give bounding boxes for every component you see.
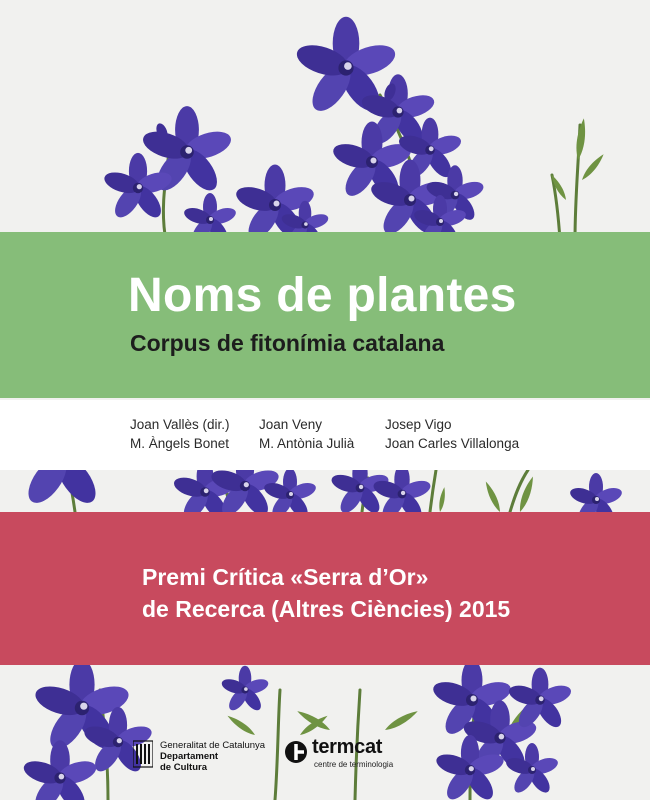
generalitat-line-3: de Cultura [160,762,207,773]
book-subtitle: Corpus de fitonímia catalana [130,330,445,356]
author-name: M. Àngels Bonet [130,436,230,451]
generalitat-line-1: Generalitat de Catalunya [160,740,266,751]
authors-column-1 [130,415,230,453]
termcat-c-icon [284,740,308,764]
award-text [142,561,510,625]
author-name: Joan Vallès (dir.) [130,417,230,432]
authors-column-2 [259,415,354,453]
award-line-1: Premi Crítica «Serra d’Or» [142,564,429,590]
author-name: Joan Carles Villalonga [385,436,520,451]
generalitat-line-2: Departament [160,751,219,762]
authors-column-3 [385,415,519,453]
generalitat-text [160,740,265,773]
generalitat-emblem-icon [133,739,153,769]
author-name: M. Antònia Julià [259,436,355,451]
termcat-tagline: centre de terminologia [314,760,394,769]
author-name: Joan Veny [259,417,323,432]
termcat-name: termcat [312,736,383,758]
book-title: Noms de plantes [128,269,517,322]
author-name: Josep Vigo [385,417,452,432]
award-line-2: de Recerca (Altres Ciències) 2015 [142,596,511,622]
